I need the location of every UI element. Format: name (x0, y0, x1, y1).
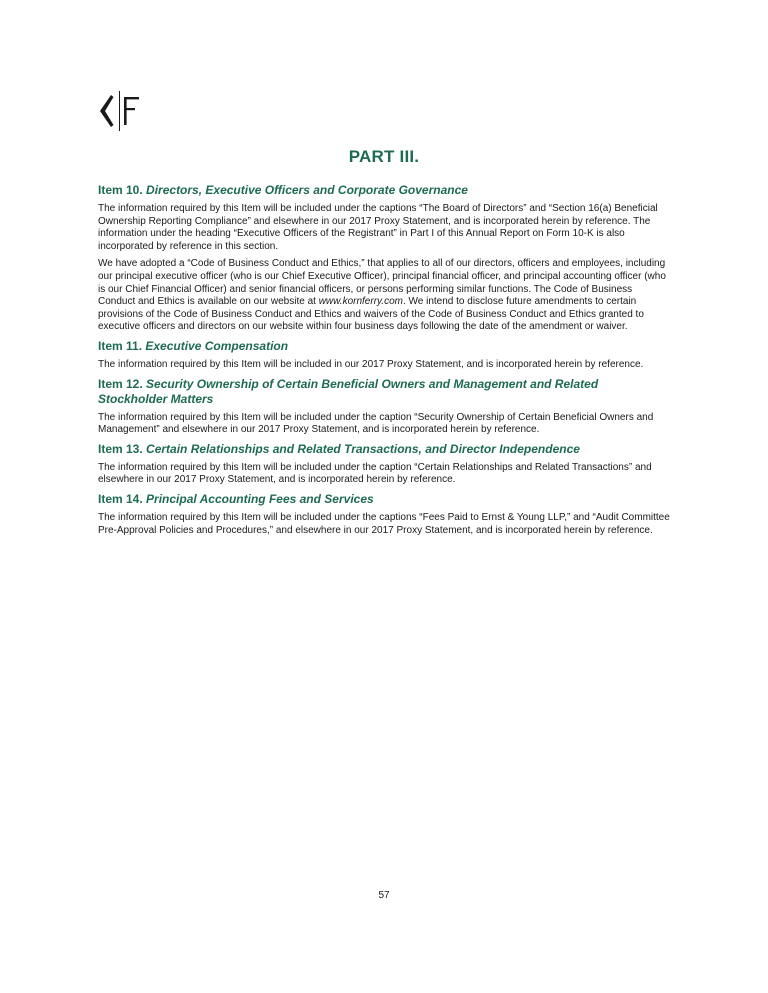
item-13-heading (98, 442, 670, 457)
item-10-heading (98, 183, 670, 198)
page-number: 57 (378, 890, 390, 901)
item-13-paragraph: The information required by this Item will be included under the caption “Certain Relationships and Related Transactions” and elsewhere in our 2017 Proxy Statement, and is incorporated herein by reference. (98, 461, 652, 486)
part-title: PART III. (348, 147, 420, 166)
item-number: Item 11. (98, 338, 143, 353)
item-title: Directors, Executive Officers and Corporate Governance (146, 183, 468, 197)
item-11-paragraph: The information required by this Item will be included in our 2017 Proxy Statement, and is incorporated herein by reference. (98, 358, 644, 370)
item-12-section (98, 377, 670, 437)
item-10-section (98, 183, 670, 334)
item-title: Security Ownership of Certain Beneficial Owners and Management and Related Stockholder Matters (98, 376, 599, 406)
document-body (98, 147, 670, 542)
item-10-paragraph-1: The information required by this Item will be included under the captions “The Board of Directors” and “Section 16(a) Beneficial Ownership Reporting Compliance” and elsewhere in our 2017 Proxy Statement, and is incorporated herein by reference. The information under the heading “Executive Officers of the Registrant” in Part I of this Annual Report on Form 10-K is also incorporated by reference in this section. (98, 203, 658, 252)
item-title: Certain Relationships and Related Transactions, and Director Independence (146, 441, 580, 456)
item-10-paragraph-2 (98, 258, 670, 334)
item-14-paragraph: The information required by this Item will be included under the captions “Fees Paid to Ernst & Young LLP,” and “Audit Committee Pre-Approval Policies and Procedures,” and elsewhere in our 2017 Proxy Statement, and is incorporated herein by reference. (98, 511, 670, 536)
item-title: Principal Accounting Fees and Services (146, 491, 374, 506)
website-link: www.kornferry.com (318, 296, 403, 308)
item-14-section (98, 492, 670, 537)
item-11-heading (98, 339, 670, 354)
item-12-paragraph: The information required by this Item will be included under the caption “Security Ownership of Certain Beneficial Owners and Management” and elsewhere in our 2017 Proxy Statement, and is incorporated herein by reference. (98, 411, 654, 436)
item-12-heading (98, 377, 670, 407)
item-number: Item 14. (98, 491, 143, 506)
item-title: Executive Compensation (145, 338, 289, 353)
item-number: Item 13. (98, 441, 143, 456)
item-14-heading (98, 492, 670, 507)
item-11-section (98, 339, 670, 372)
paragraph-text: We have adopted a “Code of Business Conduct and Ethics,” that applies to all of our directors, officers and employees, including our principal executive officer (who is our Chief Executive Officer), principal financial officer, and principal accounting officer (who is our Chief Financial Officer) and senior financial officers, or persons performing similar functions. The Code of Business Conduct and Ethics is available on our website at (98, 258, 666, 308)
kf-logo-icon (98, 91, 144, 131)
item-number: Item 12. (98, 376, 143, 391)
item-number: Item 10. (98, 183, 143, 197)
paragraph-text: . We intend to disclose future amendments to certain provisions of the Code of Business Conduct and Ethics and waivers of the Code of Business Conduct and Ethics granted to executive officers and directors on our website within four business days following the date of the amendment or waiver. (98, 296, 644, 333)
item-13-section (98, 442, 670, 487)
